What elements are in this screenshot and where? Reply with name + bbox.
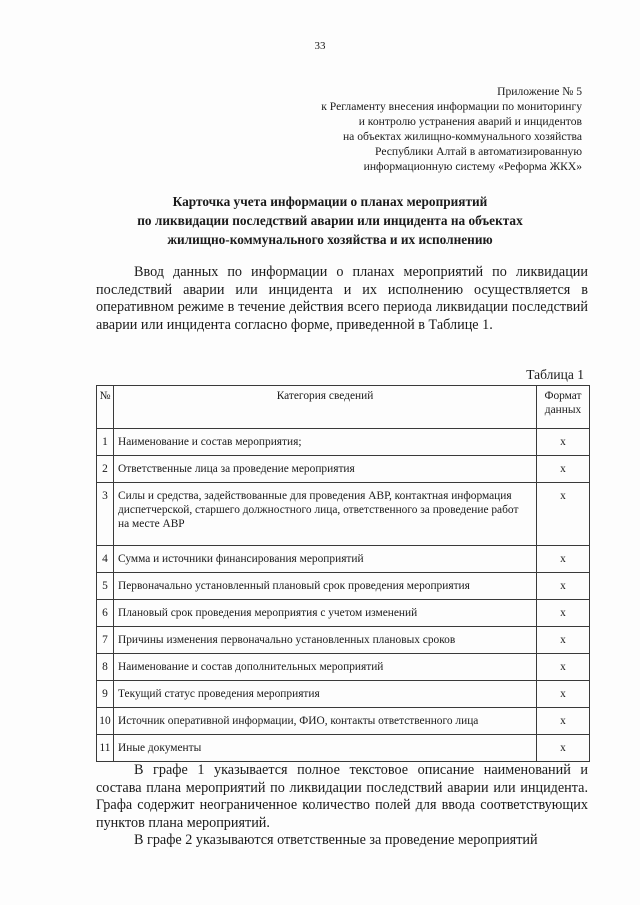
row-category: Текущий статус проведения мероприятия bbox=[114, 681, 537, 708]
table-row bbox=[97, 483, 590, 546]
table-caption: Таблица 1 bbox=[526, 367, 584, 382]
row-num: 5 bbox=[97, 573, 114, 600]
row-num: 3 bbox=[97, 483, 114, 546]
row-category: Источник оперативной информации, ФИО, контакты ответственного лица bbox=[114, 708, 537, 735]
row-format: x bbox=[537, 429, 590, 456]
row-format: x bbox=[537, 654, 590, 681]
table-row bbox=[97, 456, 590, 483]
row-format: x bbox=[537, 708, 590, 735]
header-format: Формат данных bbox=[537, 386, 590, 429]
row-category: Силы и средства, задействованные для проведения АВР, контактная информация диспетчерской, старшего должностного лица, ответственного за проведение работ на месте АВР bbox=[114, 483, 537, 546]
table-row bbox=[97, 654, 590, 681]
row-format: x bbox=[537, 735, 590, 762]
title-line: Карточка учета информации о планах мероприятий bbox=[172, 194, 488, 209]
table-row bbox=[97, 546, 590, 573]
appendix-line: к Регламенту внесения информации по мониторингу bbox=[321, 100, 582, 113]
row-category: Первоначально установленный плановый срок проведения мероприятия bbox=[114, 573, 537, 600]
row-category: Ответственные лица за проведение мероприятия bbox=[114, 456, 537, 483]
row-category: Наименование и состав дополнительных мероприятий bbox=[114, 654, 537, 681]
row-num: 6 bbox=[97, 600, 114, 627]
row-format: x bbox=[537, 483, 590, 546]
page-number: 33 bbox=[314, 40, 326, 52]
row-format: x bbox=[537, 546, 590, 573]
table-row bbox=[97, 429, 590, 456]
table-row bbox=[97, 573, 590, 600]
appendix-line: информационную систему «Реформа ЖКХ» bbox=[363, 160, 582, 173]
title-line: по ликвидации последствий аварии или инцидента на объектах bbox=[137, 213, 523, 228]
row-num: 10 bbox=[97, 708, 114, 735]
table-row bbox=[97, 627, 590, 654]
row-format: x bbox=[537, 600, 590, 627]
header-category: Категория сведений bbox=[114, 386, 537, 429]
appendix-line: Приложение № 5 bbox=[497, 85, 582, 98]
table-row bbox=[97, 681, 590, 708]
table-row bbox=[97, 735, 590, 762]
row-format: x bbox=[537, 627, 590, 654]
info-table bbox=[96, 385, 590, 762]
appendix-line: Республики Алтай в автоматизированную bbox=[375, 145, 582, 158]
header-num: № bbox=[97, 386, 114, 429]
body-paragraph: В графе 1 указывается полное текстовое описание наименований и состава плана мероприятий по ликвидации последствий аварии или инцидента. Графа содержит неограниченное количество полей для ввода соответствующих пунктов плана мероприятий. bbox=[96, 762, 588, 831]
title-line: жилищно-коммунального хозяйства и их исполнению bbox=[167, 232, 493, 247]
intro-paragraph: Ввод данных по информации о планах мероприятий по ликвидации последствий аварии или инцидента и их исполнению осуществляется в оперативном режиме в течение действия всего периода ликвидации последствий аварии или инцидента согласно форме, приведенной в Таблице 1. bbox=[96, 264, 588, 333]
row-category: Иные документы bbox=[114, 735, 537, 762]
row-category: Причины изменения первоначально установленных плановых сроков bbox=[114, 627, 537, 654]
row-num: 7 bbox=[97, 627, 114, 654]
row-category: Плановый срок проведения мероприятия с учетом изменений bbox=[114, 600, 537, 627]
row-num: 2 bbox=[97, 456, 114, 483]
appendix-reference bbox=[252, 84, 582, 174]
table-row bbox=[97, 600, 590, 627]
row-num: 1 bbox=[97, 429, 114, 456]
table-header-row bbox=[97, 386, 590, 429]
row-format: x bbox=[537, 681, 590, 708]
row-num: 9 bbox=[97, 681, 114, 708]
appendix-line: и контролю устранения аварий и инцидентов bbox=[358, 115, 582, 128]
table-row bbox=[97, 708, 590, 735]
appendix-line: на объектах жилищно-коммунального хозяйства bbox=[342, 130, 582, 143]
row-category: Сумма и источники финансирования мероприятий bbox=[114, 546, 537, 573]
row-num: 8 bbox=[97, 654, 114, 681]
row-category: Наименование и состав мероприятия; bbox=[114, 429, 537, 456]
document-title bbox=[70, 192, 590, 249]
row-format: x bbox=[537, 456, 590, 483]
row-format: x bbox=[537, 573, 590, 600]
body-paragraph: В графе 2 указываются ответственные за проведение мероприятий bbox=[134, 832, 538, 848]
row-num: 4 bbox=[97, 546, 114, 573]
row-num: 11 bbox=[97, 735, 114, 762]
